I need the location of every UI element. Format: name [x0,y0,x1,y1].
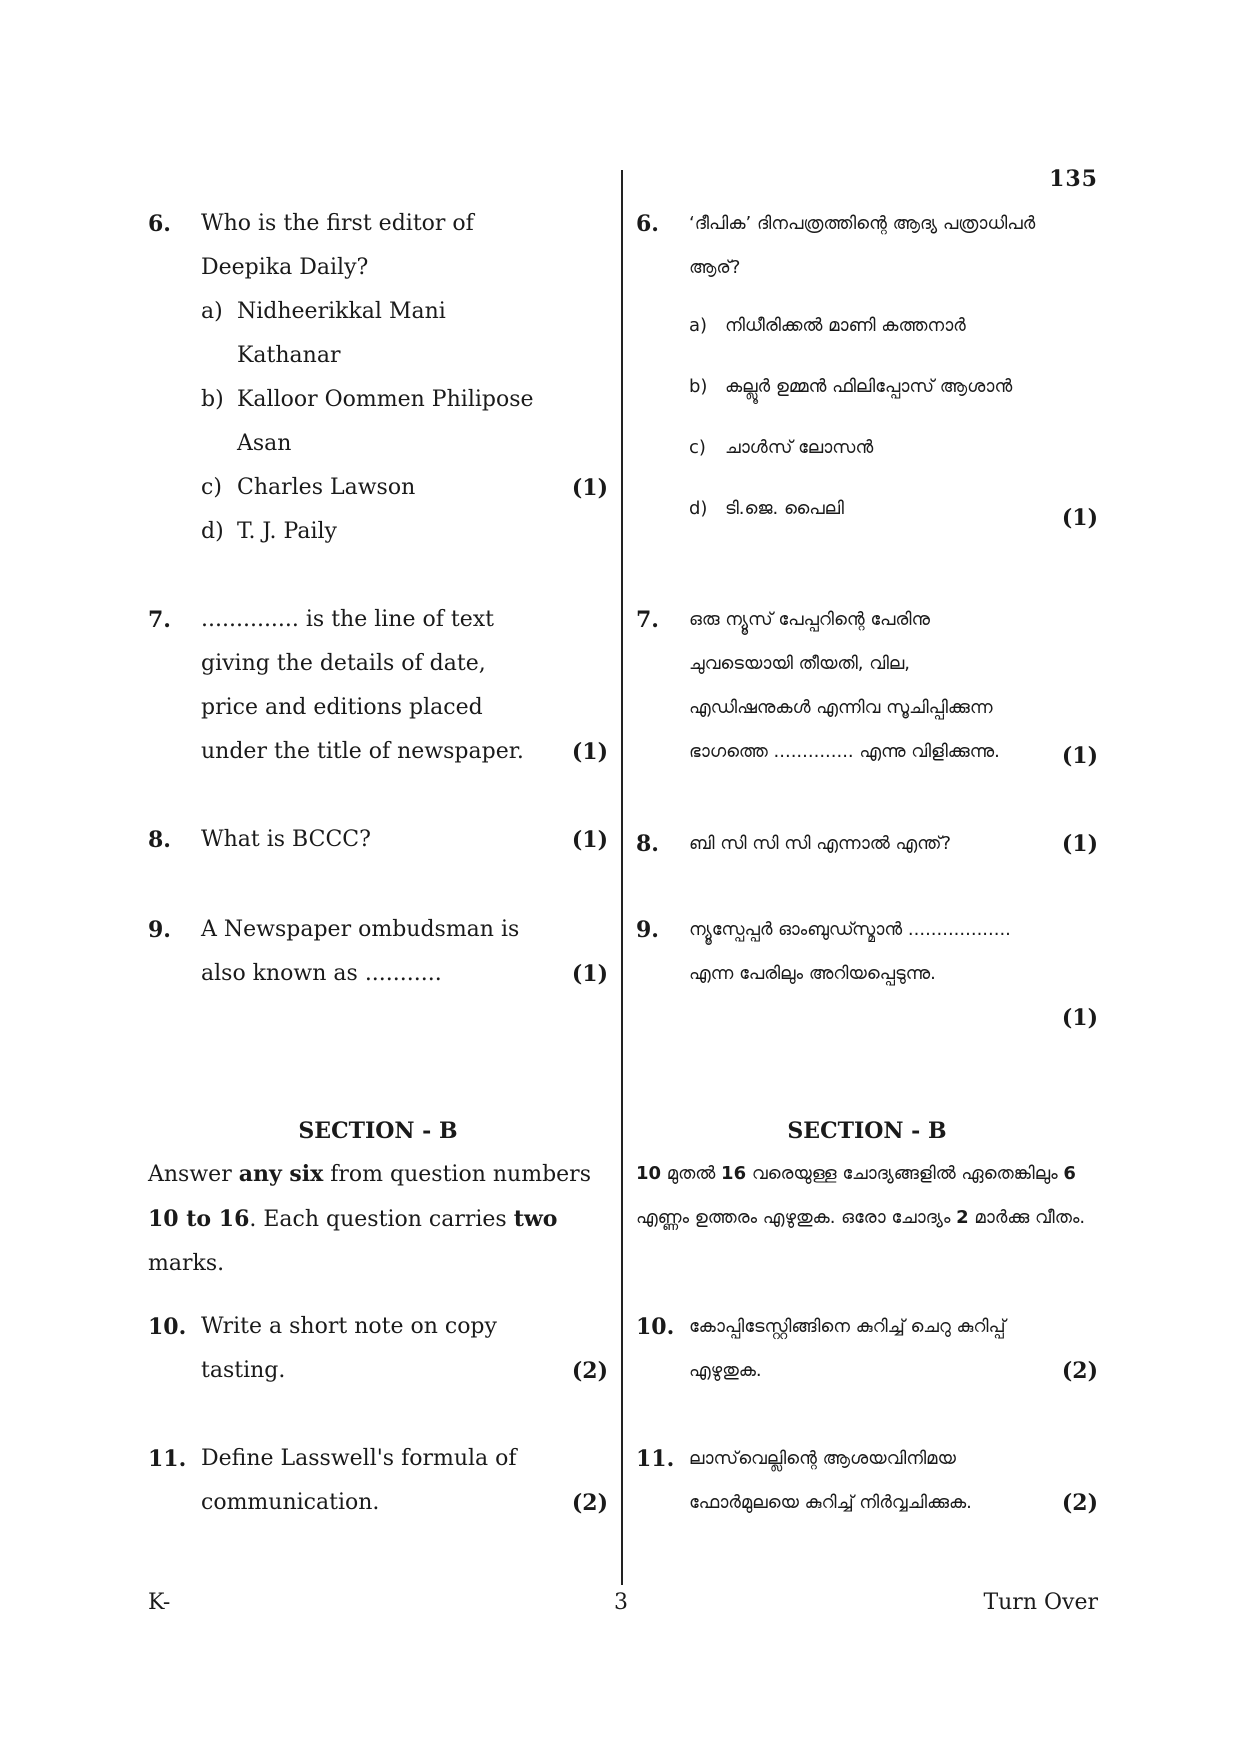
question-11-en [148,1437,608,1525]
question-6-en [148,202,608,554]
marks: (2) [1061,1490,1098,1516]
option-label: c) [689,437,706,458]
instruction-bold: 2 [956,1207,969,1228]
question-text: Who is the first editor of Deepika Daily? [201,211,474,280]
marks: (2) [571,1490,608,1516]
question-number: 8. [636,831,659,857]
marks: (1) [571,739,608,765]
instruction-text: മാർക്കു വീതം. [968,1207,1086,1228]
question-text: Write a short note on copy tasting. [201,1314,497,1383]
option-b [201,378,546,466]
question-text: ബി സി സി സി എന്നാൽ എന്ത്? [689,833,952,854]
option-c [689,426,1036,470]
question-number: 9. [636,917,659,943]
question-10-en [148,1305,608,1393]
option-a [201,290,546,378]
option-text: ചാൾസ് ലോസൻ [725,437,874,458]
option-text: കല്ലൂർ ഉമ്മൻ ഫിലിപ്പോസ് ആശാൻ [725,376,1013,397]
option-text: Nidheerikkal Mani Kathanar [237,299,446,368]
question-8-en [148,818,608,862]
section-instructions [636,1152,1098,1240]
question-text: A Newspaper ombudsman is also known as ........... [201,917,520,986]
marks: (1) [571,475,608,501]
question-text: .............. is the line of text giving the details of date, price and editions placed under the title of newspaper. [201,607,524,764]
question-number: 11. [148,1446,187,1472]
question-9-en [148,908,608,996]
option-label: d) [201,519,224,544]
instruction-bold: two [513,1206,558,1232]
footer-page-number: 3 [614,1590,628,1615]
instruction-text: മുതൽ [661,1163,722,1184]
question-number: 7. [148,607,171,633]
question-11-ml [636,1437,1098,1525]
option-label: a) [201,299,223,324]
question-6-ml [636,202,1098,531]
option-label: a) [689,315,708,336]
option-label: d) [689,498,708,519]
option-a [689,304,1036,348]
instruction-text: marks. [148,1251,225,1276]
instruction-bold: 6 [1063,1163,1076,1184]
question-number: 8. [148,827,171,853]
instruction-text: Answer [148,1162,239,1187]
option-c [201,466,546,510]
instruction-bold: 10 [636,1163,662,1184]
page-number: 135 [1049,166,1098,192]
question-text: ന്യൂസ്പേപ്പർ ഓംബുഡ്സ്മാൻ .................. എന്ന പേരിലും അറിയപ്പെടുന്നു. [689,919,1011,984]
marks: (1) [571,827,608,853]
marks: (2) [571,1358,608,1384]
question-10-ml [636,1305,1098,1393]
footer-turn-over: Turn Over [983,1590,1098,1615]
question-text: ഒരു ന്യൂസ് പേപ്പറിന്റെ പേരിനു ചുവടെയായി തീയതി, വില, എഡിഷനുകൾ എന്നിവ സൂചിപ്പിക്കുന്ന ഭാഗത്തെ .............. എന്നു വിളിക്കുന്നു. [689,609,1000,762]
question-number: 7. [636,607,659,633]
question-number: 6. [636,211,659,237]
question-7-ml [636,598,1098,774]
marks: (1) [1061,831,1098,857]
marks: (1) [1061,505,1098,531]
question-text: Define Lasswell's formula of communication. [201,1446,517,1515]
option-label: b) [201,387,224,412]
section-instructions [148,1152,608,1286]
column-divider [621,170,623,1585]
section-title: SECTION - B [787,1118,947,1144]
option-d [201,510,546,554]
question-number: 9. [148,917,171,943]
option-b [689,365,1036,409]
marks: (1) [571,961,608,987]
marks: (1) [1061,743,1098,769]
question-number: 10. [636,1314,675,1340]
question-9-ml [636,908,1098,1031]
instruction-text: എണ്ണം ഉത്തരം എഴുതുക. ഒരോ ചോദ്യം [636,1207,957,1228]
question-number: 11. [636,1446,675,1472]
question-text: കോപ്പിടേസ്റ്റിങ്ങിനെ കുറിച്ച് ചെറു കുറിപ്പ് എഴുതുക. [689,1316,1006,1381]
marks: (1) [1061,1005,1098,1031]
instruction-text: വരെയുള്ള ചോദ്യങ്ങളിൽ ഏതെങ്കിലും [746,1163,1064,1184]
question-text: ‘ദീപിക’ ദിനപത്രത്തിന്റെ ആദ്യ പത്രാധിപർ ആര്? [689,213,1036,278]
question-7-en [148,598,608,774]
instruction-text: . Each question carries [249,1207,514,1232]
option-label: c) [201,475,222,500]
instruction-bold: 16 [721,1163,747,1184]
marks: (2) [1061,1358,1098,1384]
option-label: b) [689,376,708,397]
option-d [689,487,1036,531]
question-number: 10. [148,1314,187,1340]
question-8-ml [636,822,1098,866]
option-text: Kalloor Oommen Philipose Asan [237,387,534,456]
question-text: ലാസ്‌വെല്ലിന്റെ ആശയവിനിമയ ഫോർമുലയെ കുറിച്ച് നിർവ്വചിക്കുക. [689,1448,972,1513]
option-text: നിധീരിക്കൽ മാണി കത്തനാർ [725,315,966,336]
instruction-text: from question numbers [323,1162,591,1187]
question-number: 6. [148,211,171,237]
option-text: ടി.ജെ. പൈലി [725,498,844,519]
section-title: SECTION - B [298,1118,458,1144]
option-text: Charles Lawson [237,475,416,500]
instruction-bold: any six [238,1161,324,1187]
footer-code: K- [148,1590,171,1615]
instruction-bold: 10 to 16 [148,1206,250,1232]
question-text: What is BCCC? [201,827,371,852]
option-text: T. J. Paily [237,519,337,544]
